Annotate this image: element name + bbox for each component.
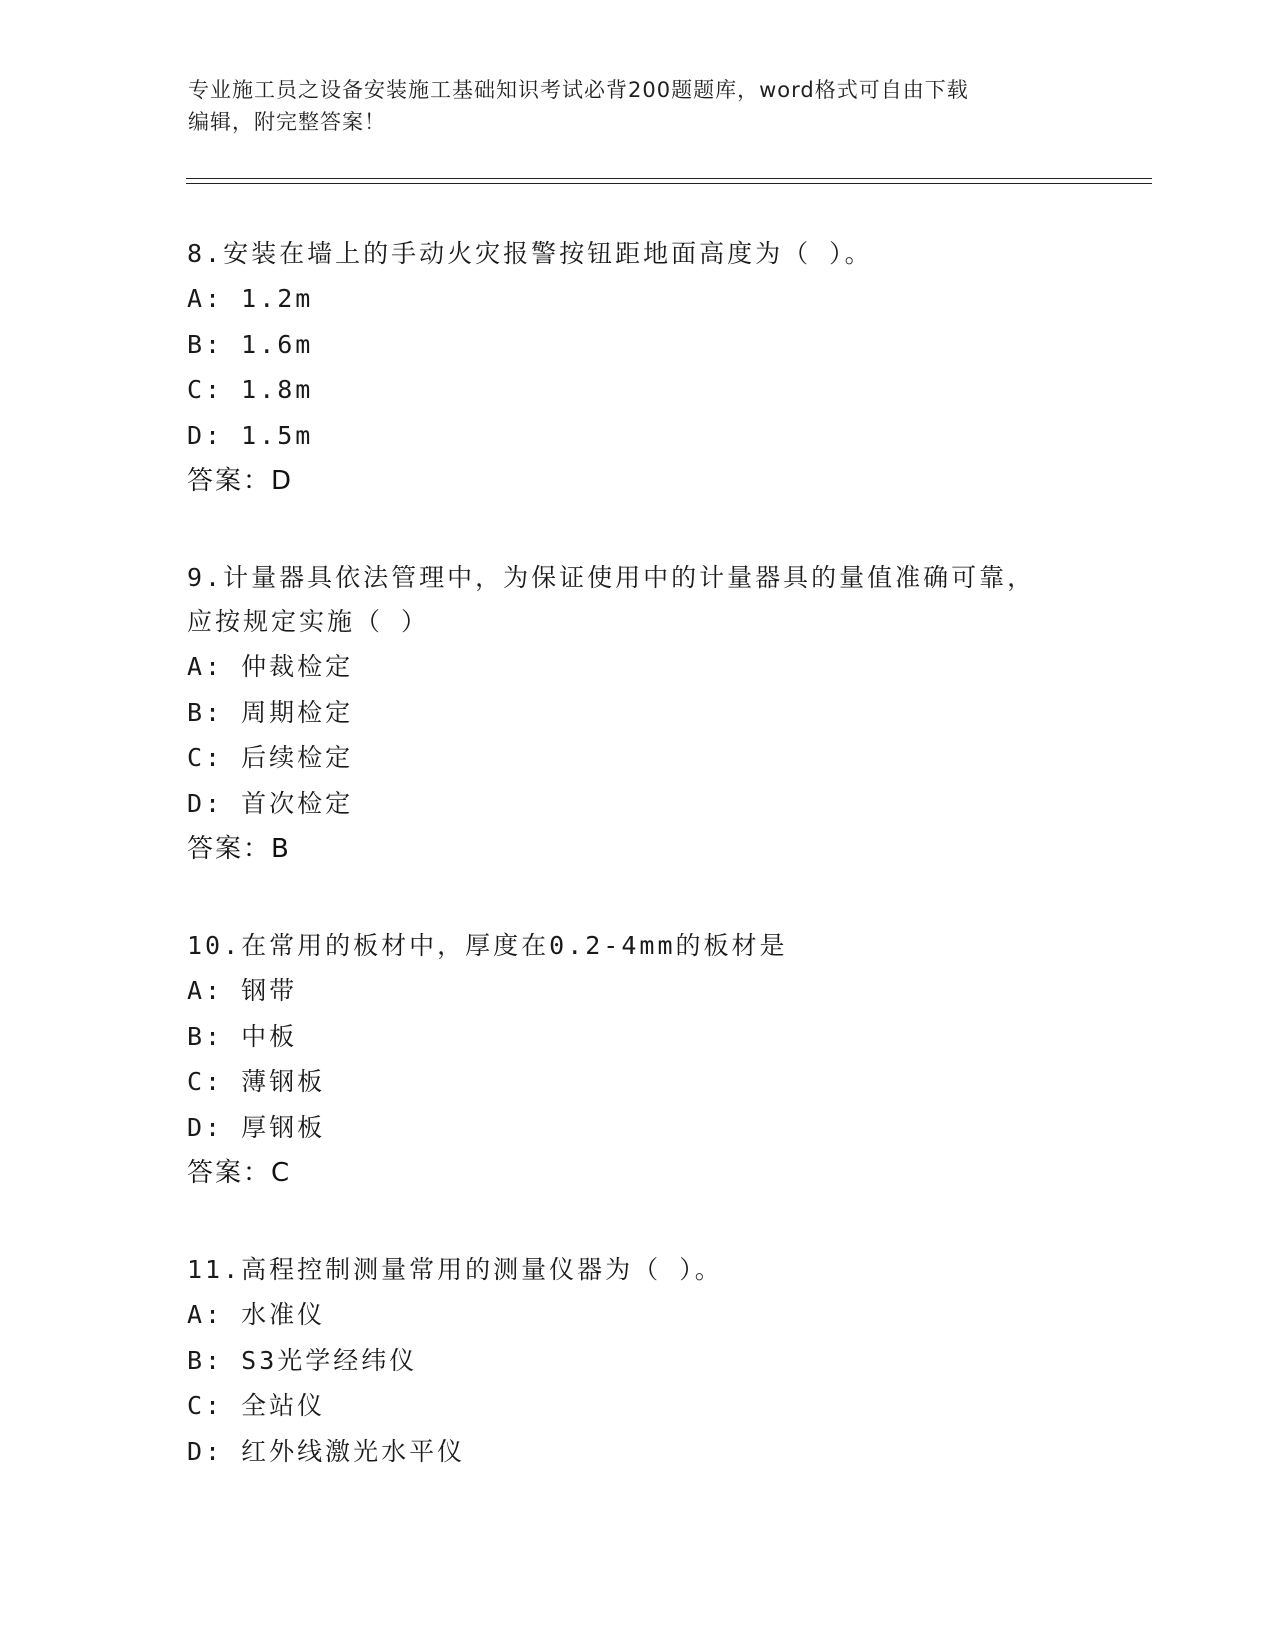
question-answer: 答案：C [187, 1158, 292, 1188]
question-option: D: 厚钢板 [187, 1112, 326, 1142]
question-block [187, 232, 1147, 504]
question-block [187, 556, 1147, 872]
question-stem-line: 8.安装在墙上的手动火灾报警按钮距地面高度为（ ）。 [187, 239, 873, 268]
header-line-2: 编辑，附完整答案！ [188, 110, 386, 134]
question-spacer [187, 1196, 1147, 1248]
question-option: C: 全站仪 [187, 1391, 326, 1420]
question-option: B: 1.6m [187, 329, 314, 359]
question-option: A: 1.2m [187, 284, 314, 313]
question-option: D: 红外线激光水平仪 [187, 1436, 466, 1466]
question-answer: 答案：D [187, 466, 294, 496]
question-option: D: 1.5m [187, 420, 314, 450]
question-list [187, 232, 1147, 1474]
question-option: C: 后续检定 [187, 743, 354, 772]
header-line-1: 专业施工员之设备安装施工基础知识考试必背200题题库，word格式可自由下载 [188, 78, 969, 102]
document-header [188, 74, 1088, 138]
question-option: B: S3光学经纬仪 [187, 1345, 418, 1375]
question-block [187, 1248, 1147, 1474]
question-option: A: 仲裁检定 [187, 652, 354, 681]
question-option: A: 水准仪 [187, 1300, 326, 1329]
header-divider [186, 178, 1152, 184]
question-option: D: 首次检定 [187, 788, 354, 818]
question-option: A: 钢带 [187, 976, 298, 1005]
question-option: C: 1.8m [187, 375, 314, 404]
question-stem [187, 1248, 1147, 1292]
question-spacer [187, 872, 1147, 924]
question-spacer [187, 504, 1147, 556]
question-block [187, 924, 1147, 1196]
question-stem-line: 应按规定实施（ ） [187, 607, 430, 636]
question-stem [187, 924, 1147, 968]
question-stem [187, 232, 1147, 276]
question-answer: 答案：B [187, 834, 291, 864]
question-stem-line: 11.高程控制测量常用的测量仪器为（ ）。 [187, 1255, 723, 1284]
question-option: B: 中板 [187, 1021, 298, 1051]
question-stem-line: 10.在常用的板材中，厚度在0.2-4mm的板材是 [187, 931, 788, 960]
question-stem-line: 9.计量器具依法管理中，为保证使用中的计量器具的量值准确可靠， [187, 563, 1036, 592]
question-option: B: 周期检定 [187, 697, 354, 727]
question-option: C: 薄钢板 [187, 1067, 326, 1096]
question-stem [187, 556, 1147, 644]
